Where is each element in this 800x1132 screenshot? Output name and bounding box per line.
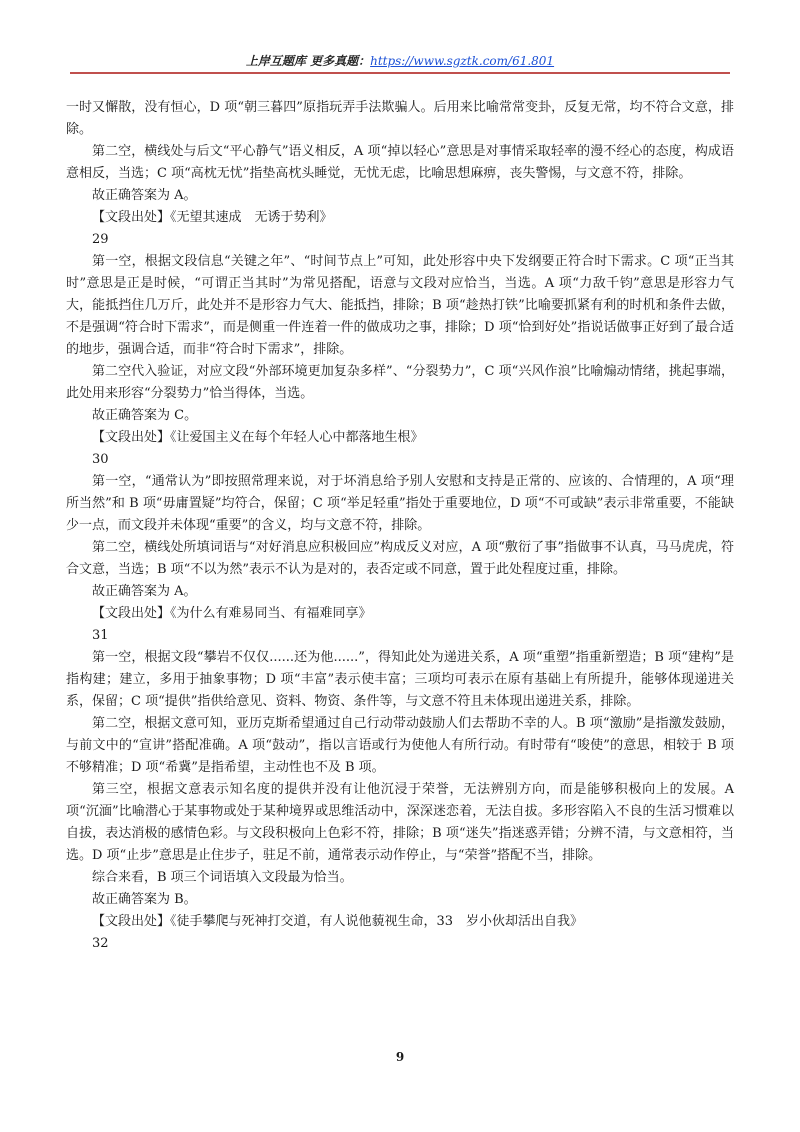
paragraph: 一时又懈散，没有恒心，D 项“朝三暮四”原指玩弄手法欺骗人。后用来比喻常常变卦，反复无常，均不符合文意，排除。 bbox=[66, 100, 734, 137]
source-line: 【文段出处】《无望其速成 无诱于势利》 bbox=[92, 210, 333, 225]
answer-line: 故正确答案为 A。 bbox=[92, 584, 197, 599]
paragraph: 第三空，根据文意表示知名度的提供并没有让他沉浸于荣誉，无法辨别方向，而是能够积极向上的发展。A 项“沉湎”比喻潜心于某事物或处于某种境界或思维活动中，深深迷恋着，无法自拔。多形容陷入不良的生活习惯难以自拔，表达消极的感情色彩。与文段积极向上色彩不符，排除；B 项“迷失”指迷惑弄错；分辨不清，与文意相符，当选。D 项“止步”意思是止住步子，驻足不前，通常表示动作停止，与“荣誉”搭配不当，排除。 bbox=[66, 782, 734, 863]
question-number: 30 bbox=[92, 452, 109, 467]
page-header bbox=[70, 52, 730, 69]
paragraph: 第二空代入验证，对应文段“外部环境更加复杂多样”、“分裂势力”，C 项“兴风作浪”比喻煽动情绪，挑起事端，此处用来形容“分裂势力”恰当得体，当选。 bbox=[66, 364, 734, 401]
page-number: 9 bbox=[395, 1050, 405, 1064]
paragraph: 第一空，“通常认为”即按照常理来说，对于坏消息给予别人安慰和支持是正常的、应该的、合情理的，A 项“理所当然”和 B 项“毋庸置疑”均符合，保留；C 项“举足轻重”指处于重要地位，D 项“不可或缺”表示非常重要，不能缺少一点，而文段并未体现“重要”的含义，均与文意不符，排除。 bbox=[66, 474, 734, 533]
source-line: 【文段出处】《让爱国主义在每个年轻人心中都落地生根》 bbox=[92, 430, 424, 445]
answer-line: 故正确答案为 B。 bbox=[92, 892, 197, 907]
question-number: 31 bbox=[92, 628, 109, 643]
paragraph: 第一空，根据文段“攀岩不仅仅......还为他......”，得知此处为递进关系，A 项“重塑”指重新塑造；B 项“建构”是指构建；建立，多用于抽象事物；D 项“丰富”表示使丰富；三项均可表示在原有基础上有所提升，能够体现递进关系，保留；C 项“提供”指供给意见、资料、物资、条件等，与文意不符且未体现出递进关系，排除。 bbox=[66, 650, 734, 709]
answer-line: 故正确答案为 C。 bbox=[92, 408, 198, 423]
header-link[interactable]: https://www.sgztk.com/61.801 bbox=[370, 54, 555, 68]
question-number: 29 bbox=[92, 232, 109, 247]
answer-line: 故正确答案为 A。 bbox=[92, 188, 197, 203]
source-line: 【文段出处】《为什么有难易同当、有福难同享》 bbox=[92, 606, 372, 621]
paragraph: 第二空，横线处所填词语与“对好消息应积极回应”构成反义对应，A 项“敷衍了事”指做事不认真，马马虎虎，符合文意，当选；B 项“不以为然”表示不认为是对的，表否定或不同意，置于此处程度过重，排除。 bbox=[66, 540, 734, 577]
paragraph: 第二空，横线处与后文“平心静气”语义相反，A 项“掉以轻心”意思是对事情采取轻率的漫不经心的态度，构成语意相反，当选；C 项“高枕无忧”指垫高枕头睡觉，无忧无虑，比喻思想麻痹，丧失警惕，与文意不符，排除。 bbox=[66, 144, 734, 181]
paragraph: 第一空，根据文段信息“关键之年”、“时间节点上”可知，此处形容中央下发纲要正符合时下需求。C 项“正当其时”意思是正是时候，“可谓正当其时”为常见搭配，语意与文段对应恰当，当选。A 项“力敌千钧”意思是形容力气大，能抵挡住几万斤，此处并不是形容力气大、能抵挡，排除；B 项“趁热打铁”比喻要抓紧有利的时机和条件去做，不是强调“符合时下需求”，而是侧重一件连着一件的做成功之事，排除；D 项“恰到好处”指说话做事正好到了最合适的地步，强调合适，而非“符合时下需求”，排除。 bbox=[66, 254, 734, 357]
paragraph: 综合来看，B 项三个词语填入文段最为恰当。 bbox=[92, 870, 353, 885]
question-number: 32 bbox=[92, 936, 109, 951]
source-line: 【文段出处】《徒手攀爬与死神打交道，有人说他藐视生命，33 岁小伙却活出自我》 bbox=[92, 914, 584, 929]
document-body bbox=[66, 97, 734, 955]
header-divider bbox=[70, 72, 730, 74]
paragraph: 第二空，根据文意可知，亚历克斯希望通过自己行动带动鼓励人们去帮助不幸的人。B 项“激励”是指激发鼓励，与前文中的“宣讲”搭配准确。A 项“鼓动”，指以言语或行为使他人有所行动。有时带有“唆使”的意思，相较于 B 项不够精准；D 项“希冀”是指希望，主动性也不及 B 项。 bbox=[66, 716, 734, 775]
header-prefix: 上岸互题库 更多真题： bbox=[245, 54, 371, 68]
